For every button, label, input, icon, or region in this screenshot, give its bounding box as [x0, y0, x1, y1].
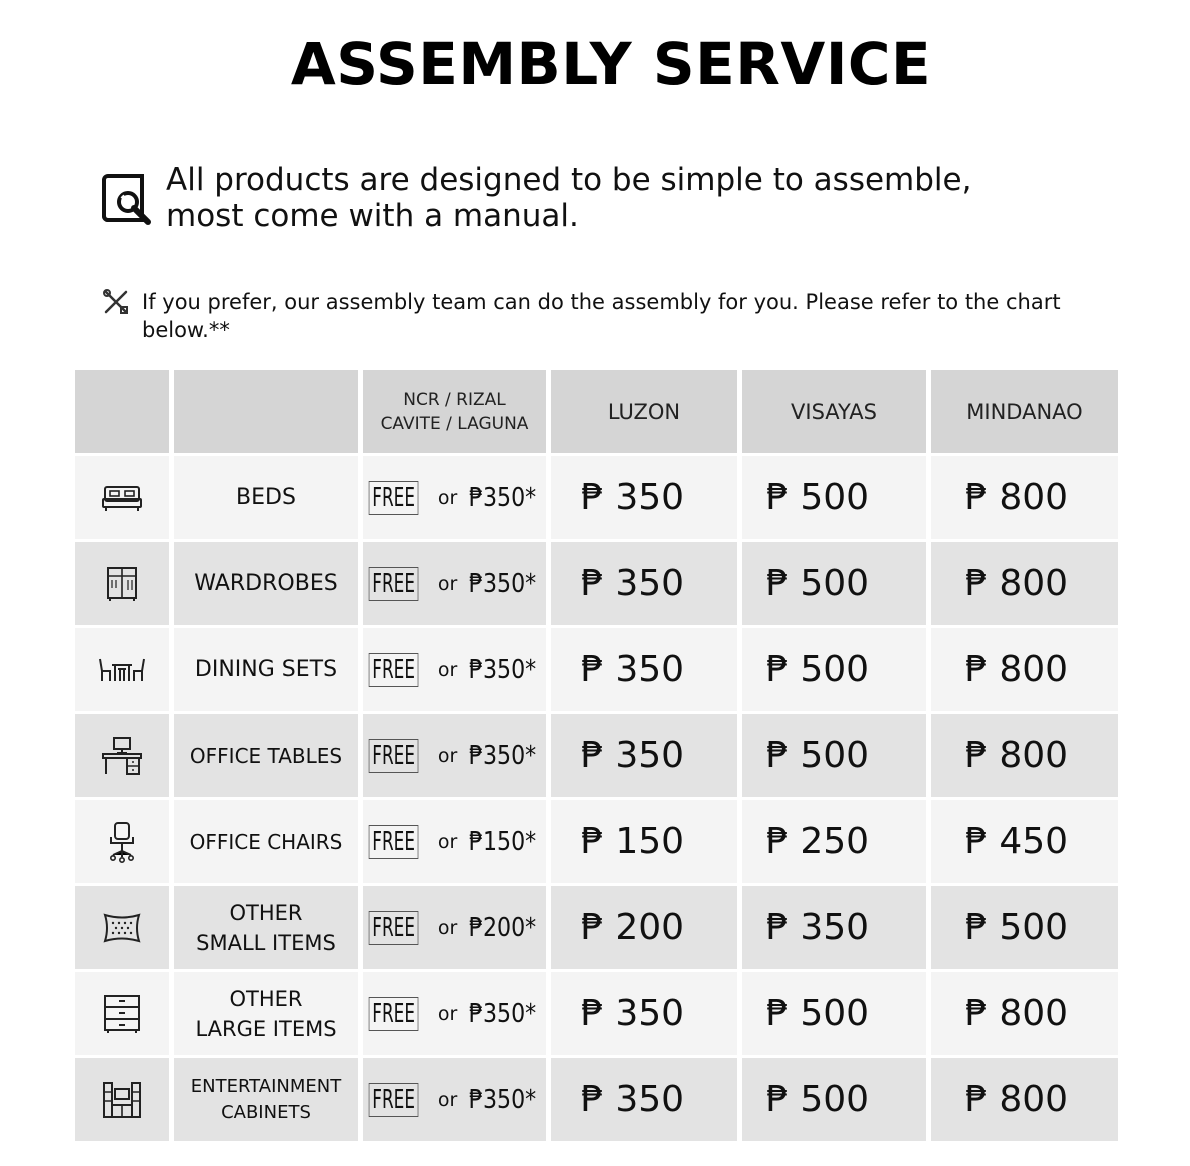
luzon-price: ₱ 350	[551, 972, 737, 1055]
free-badge: FREE	[368, 481, 418, 515]
row-label: OTHER SMALL ITEMS	[174, 886, 358, 969]
luzon-price: ₱ 350	[551, 456, 737, 539]
table-header-row	[75, 370, 1118, 456]
header-blank-label	[174, 370, 358, 453]
header-blank-icon	[75, 370, 169, 453]
visayas-price: ₱ 500	[742, 972, 926, 1055]
header-visayas: VISAYAS	[742, 370, 926, 453]
row-label: OTHER LARGE ITEMS	[174, 972, 358, 1055]
mindanao-price: ₱ 500	[931, 886, 1118, 969]
luzon-price: ₱ 350	[551, 1058, 737, 1141]
table-row	[75, 542, 1118, 628]
free-badge: FREE	[368, 997, 418, 1031]
table-row	[75, 456, 1118, 542]
row-label: OFFICE TABLES	[174, 714, 358, 797]
row-label: WARDROBES	[174, 542, 358, 625]
free-badge: FREE	[368, 1083, 418, 1117]
wardrobe-icon	[75, 542, 169, 625]
dining-set-icon	[75, 628, 169, 711]
office-chair-icon	[75, 800, 169, 883]
table-row	[75, 1058, 1118, 1144]
note-section	[102, 288, 1092, 344]
luzon-price: ₱ 350	[551, 714, 737, 797]
mindanao-price: ₱ 800	[931, 714, 1118, 797]
ncr-price: FREE or ₱350*	[363, 542, 546, 625]
visayas-price: ₱ 500	[742, 542, 926, 625]
mindanao-price: ₱ 800	[931, 628, 1118, 711]
mindanao-price: ₱ 800	[931, 972, 1118, 1055]
intro-line-2: most come with a manual.	[166, 198, 579, 234]
table-row	[75, 886, 1118, 972]
ncr-price: FREE or ₱350*	[363, 972, 546, 1055]
header-ncr-line1: NCR / RIZAL	[403, 389, 506, 410]
header-ncr	[363, 370, 546, 453]
visayas-price: ₱ 500	[742, 628, 926, 711]
mindanao-price: ₱ 800	[931, 1058, 1118, 1141]
free-badge: FREE	[368, 567, 418, 601]
luzon-price: ₱ 350	[551, 628, 737, 711]
mindanao-price: ₱ 800	[931, 542, 1118, 625]
ncr-price: FREE or ₱350*	[363, 714, 546, 797]
drawer-cabinet-icon	[75, 972, 169, 1055]
header-ncr-line2: CAVITE / LAGUNA	[380, 413, 529, 434]
bed-icon	[75, 456, 169, 539]
row-label: DINING SETS	[174, 628, 358, 711]
entertainment-cabinet-icon	[75, 1058, 169, 1141]
visayas-price: ₱ 250	[742, 800, 926, 883]
header-luzon: LUZON	[551, 370, 737, 453]
luzon-price: ₱ 150	[551, 800, 737, 883]
table-row	[75, 714, 1118, 800]
office-table-icon	[75, 714, 169, 797]
free-badge: FREE	[368, 911, 418, 945]
note-text: If you prefer, our assembly team can do the assembly for you. Please refer to the chart below.**	[142, 290, 1061, 342]
visayas-price: ₱ 350	[742, 886, 926, 969]
luzon-price: ₱ 200	[551, 886, 737, 969]
visayas-price: ₱ 500	[742, 714, 926, 797]
row-label: ENTERTAINMENT CABINETS	[174, 1058, 358, 1141]
table-row	[75, 972, 1118, 1058]
page-title: ASSEMBLY SERVICE	[290, 30, 932, 98]
manual-wrench-icon	[102, 166, 158, 230]
free-badge: FREE	[368, 739, 418, 773]
free-badge: FREE	[368, 825, 418, 859]
table-row	[75, 628, 1118, 714]
mindanao-price: ₱ 800	[931, 456, 1118, 539]
ncr-price: FREE or ₱350*	[363, 456, 546, 539]
intro-line-1: All products are designed to be simple to assemble,	[166, 162, 972, 198]
header-mindanao: MINDANAO	[931, 370, 1118, 453]
visayas-price: ₱ 500	[742, 456, 926, 539]
pricing-table	[75, 370, 1118, 1144]
ncr-price: FREE or ₱350*	[363, 1058, 546, 1141]
ncr-price: FREE or ₱150*	[363, 800, 546, 883]
ncr-price: FREE or ₱350*	[363, 628, 546, 711]
mindanao-price: ₱ 450	[931, 800, 1118, 883]
row-label: BEDS	[174, 456, 358, 539]
table-row	[75, 800, 1118, 886]
ncr-price: FREE or ₱200*	[363, 886, 546, 969]
intro-section	[102, 162, 971, 234]
pillow-icon	[75, 886, 169, 969]
free-badge: FREE	[368, 653, 418, 687]
tools-icon	[102, 288, 130, 316]
luzon-price: ₱ 350	[551, 542, 737, 625]
row-label: OFFICE CHAIRS	[174, 800, 358, 883]
visayas-price: ₱ 500	[742, 1058, 926, 1141]
